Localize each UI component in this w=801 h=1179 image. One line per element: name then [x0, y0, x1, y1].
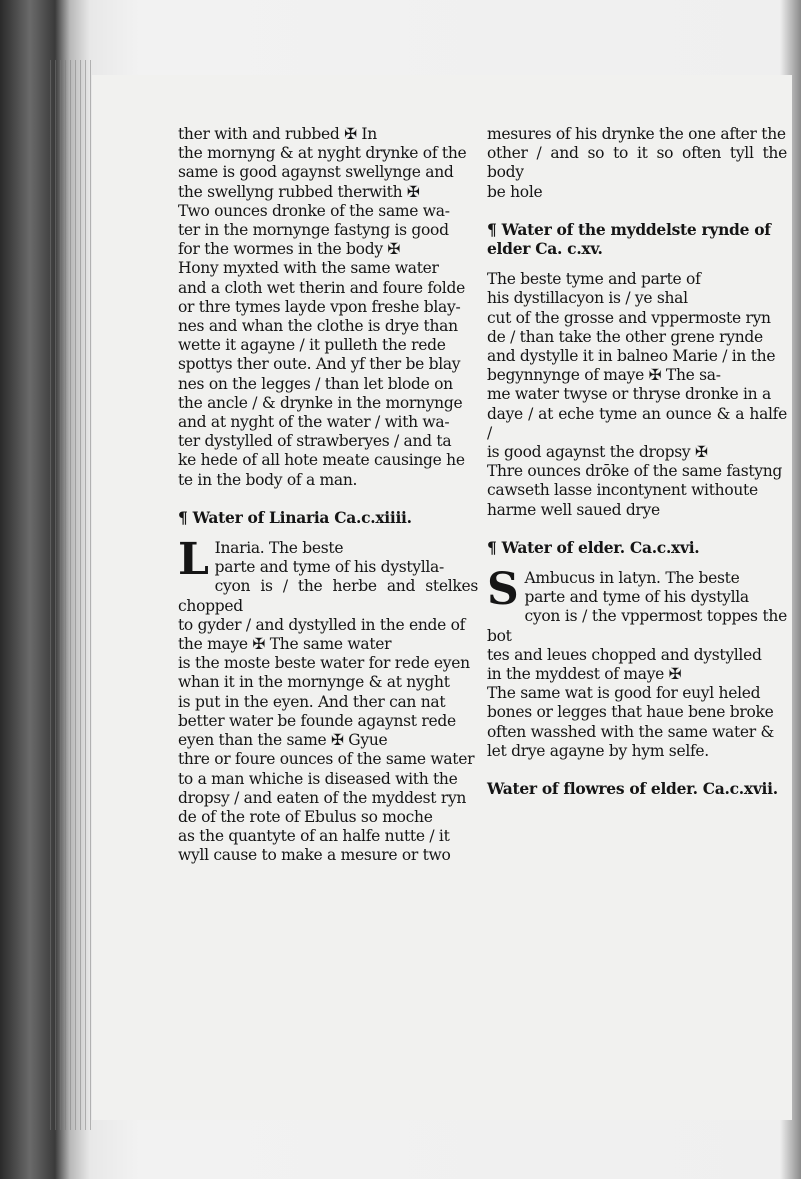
text-line: parte and tyme of his dystylla — [524, 588, 749, 607]
text-line: harme well saued drye — [487, 500, 660, 519]
text-line: to a man whiche is diseased with the — [178, 769, 458, 788]
text-line: Hony myxted with the same water — [178, 259, 439, 278]
right-paragraph-2 — [487, 270, 787, 520]
text-line: let drye agayne by hym selfe. — [487, 741, 709, 760]
text-line: te in the body of a man. — [178, 470, 358, 489]
text-line: cyon is / the vppermost toppes the bot — [487, 607, 787, 645]
text-line: Inaria. The beste — [214, 539, 344, 558]
text-line: cut of the grosse and vppermoste ryn — [487, 308, 771, 327]
text-line: to gyder / and dystylled in the ende of — [178, 615, 466, 634]
text-line: ter in the mornynge fastyng is good — [178, 221, 449, 240]
text-line: wyll cause to make a mesure or two — [178, 846, 451, 865]
text-line: the maye ✠ The same water — [178, 635, 392, 654]
text-line: Thre ounces drōke of the same fastyng — [487, 462, 783, 481]
text-line: bones or legges that haue bene broke — [487, 703, 774, 722]
right-column — [487, 125, 787, 810]
page-edges — [50, 60, 95, 1130]
text-line: and a cloth wet therin and foure folde — [178, 278, 465, 297]
text-line: the swellyng rubbed therwith ✠ — [178, 182, 420, 201]
right-paragraph-3 — [487, 564, 787, 761]
text-line: often wasshed with the same water & — [487, 722, 775, 741]
text-line: is put in the eyen. And ther can nat — [178, 692, 446, 711]
text-line: or thre tymes layde vpon freshe blay- — [178, 297, 461, 316]
text-line: ke hede of all hote meate causinge he — [178, 451, 465, 470]
text-line: The beste tyme and parte of — [487, 270, 701, 289]
book-page — [92, 75, 792, 1120]
left-heading-linaria: ¶ Water of Linaria Ca.c.xiiii. — [178, 507, 412, 527]
text-line: Two ounces dronke of the same wa- — [178, 201, 450, 220]
text-line: for the wormes in the body ✠ — [178, 240, 401, 259]
text-line: dropsy / and eaten of the myddest ryn — [178, 788, 467, 807]
text-line: whan it in the mornynge & at nyght — [178, 673, 450, 692]
text-line: spottys ther oute. And yf ther be blay — [178, 355, 461, 374]
text-line: in the myddest of maye ✠ — [487, 665, 682, 684]
text-line: his dystillacyon is / ye shal — [487, 289, 688, 308]
text-line: is the moste beste water for rede eyen — [178, 654, 470, 673]
text-line: eyen than the same ✠ Gyue — [178, 731, 388, 750]
text-line: de of the rote of Ebulus so moche — [178, 807, 433, 826]
right-heading-elder-rind: ¶ Water of the myddelste rynde of elder Ca. c.xv. — [487, 219, 771, 259]
text-line: the mornyng & at nyght drynke of the — [178, 144, 467, 163]
text-line: and dystylle it in balneo Marie / in the — [487, 347, 776, 366]
text-line: nes and whan the clothe is drye than — [178, 317, 458, 336]
text-line: is good agaynst the dropsy ✠ — [487, 443, 708, 462]
text-line: daye / at eche tyme an ounce & a halfe / — [487, 404, 787, 442]
drop-cap-s: S — [487, 564, 519, 616]
text-line: cawseth lasse incontynent withoute — [487, 481, 758, 500]
text-line: as the quantyte of an halfe nutte / it — [178, 827, 450, 846]
text-line: better water be founde agaynst rede — [178, 711, 456, 730]
text-line: be hole — [487, 182, 543, 201]
text-line: the ancle / & drynke in the mornynge — [178, 393, 463, 412]
text-line: and at nyght of the water / with wa- — [178, 413, 450, 432]
text-line: tes and leues chopped and dystylled — [487, 645, 762, 664]
text-line: wette it agayne / it pulleth the rede — [178, 336, 446, 355]
text-line: mesures of his drynke the one after the — [487, 125, 786, 143]
left-column — [178, 125, 478, 866]
right-paragraph-3-lines — [487, 564, 787, 761]
left-paragraph-1 — [178, 125, 478, 490]
right-heading-elder-flowers: Water of flowres of elder. Ca.c.xvii. — [487, 779, 778, 799]
text-line: same is good agaynst swellynge and — [178, 163, 454, 182]
text-line: other / and so to it so often tyll the body — [487, 144, 787, 182]
text-line: ther with and rubbed ✠ In — [178, 125, 377, 143]
drop-cap-l: L — [178, 534, 209, 586]
text-line: The same wat is good for euyl heled — [487, 684, 761, 703]
right-paragraph-1 — [487, 125, 787, 202]
text-line: parte and tyme of his dystylla- — [214, 558, 444, 577]
right-heading-elder: ¶ Water of elder. Ca.c.xvi. — [487, 537, 700, 557]
text-line: begynnynge of maye ✠ The sa- — [487, 366, 721, 385]
text-line: thre or foure ounces of the same water — [178, 750, 475, 769]
text-line: de / than take the other grene rynde — [487, 327, 763, 346]
text-line: nes on the legges / than let blode on — [178, 374, 453, 393]
text-line: me water twyse or thryse dronke in a — [487, 385, 771, 404]
text-line: ter dystylled of strawberyes / and ta — [178, 432, 452, 451]
left-paragraph-2-lines — [178, 534, 478, 865]
text-line: cyon is / the herbe and stelkes chopped — [178, 577, 478, 615]
left-paragraph-2 — [178, 534, 478, 865]
text-line: Ambucus in latyn. The beste — [524, 569, 740, 588]
